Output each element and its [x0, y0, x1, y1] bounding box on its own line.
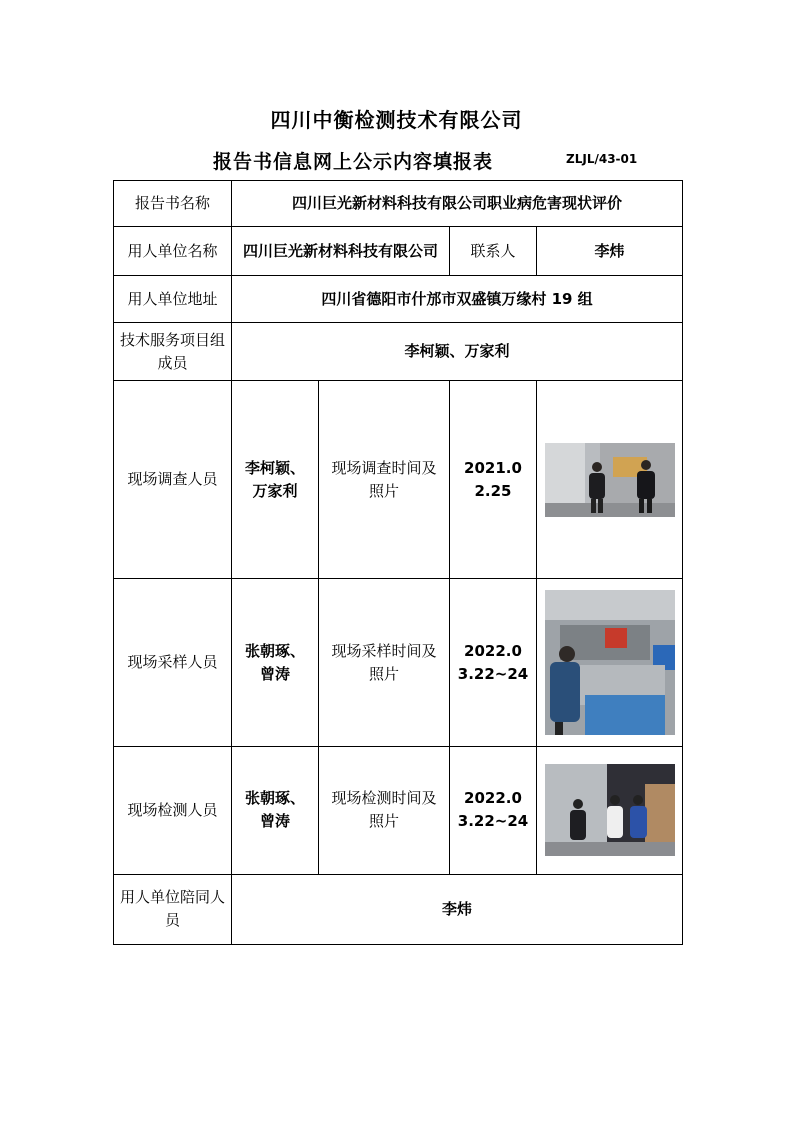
row-members	[114, 323, 683, 381]
contact-label: 联系人	[450, 227, 537, 276]
accompany-label: 用人单位陪同人员	[114, 874, 232, 944]
report-name-value: 四川巨光新材料科技有限公司职业病危害现状评价	[232, 181, 683, 227]
sampling-time-label: 现场采样时间及照片	[319, 579, 450, 746]
row-address	[114, 276, 683, 323]
row-accompany	[114, 874, 683, 944]
sampling-photo-cell	[537, 579, 683, 746]
testing-time-label: 现场检测时间及照片	[319, 746, 450, 874]
info-table	[113, 180, 683, 945]
survey-people: 李柯颖、万家利	[232, 381, 319, 579]
employer-label: 用人单位名称	[114, 227, 232, 276]
row-report-name	[114, 181, 683, 227]
members-value: 李柯颖、万家利	[232, 323, 683, 381]
form-code: ZLJL/43-01	[566, 152, 638, 166]
sampling-people: 张朝琢、曾涛	[232, 579, 319, 746]
survey-time-label: 现场调查时间及照片	[319, 381, 450, 579]
sampling-photo	[545, 590, 675, 735]
address-value: 四川省德阳市什邡市双盛镇万缘村 19 组	[232, 276, 683, 323]
row-testing	[114, 746, 683, 874]
testing-photo	[545, 764, 675, 856]
report-name-label: 报告书名称	[114, 181, 232, 227]
company-title: 四川中衡检测技术有限公司	[270, 108, 523, 132]
testing-photo-cell	[537, 746, 683, 874]
employer-value: 四川巨光新材料科技有限公司	[232, 227, 450, 276]
testing-label: 现场检测人员	[114, 746, 232, 874]
testing-people: 张朝琢、曾涛	[232, 746, 319, 874]
address-label: 用人单位地址	[114, 276, 232, 323]
form-title: 报告书信息网上公示内容填报表	[213, 151, 494, 173]
survey-photo	[545, 443, 675, 517]
survey-label: 现场调查人员	[114, 381, 232, 579]
accompany-value: 李炜	[232, 874, 683, 944]
row-sampling	[114, 579, 683, 746]
row-employer	[114, 227, 683, 276]
testing-date: 2022.03.22~24	[450, 746, 537, 874]
sampling-date: 2022.03.22~24	[450, 579, 537, 746]
members-label: 技术服务项目组成员	[114, 323, 232, 381]
survey-photo-cell	[537, 381, 683, 579]
contact-value: 李炜	[537, 227, 683, 276]
survey-date: 2021.02.25	[450, 381, 537, 579]
sampling-label: 现场采样人员	[114, 579, 232, 746]
row-survey	[114, 381, 683, 579]
